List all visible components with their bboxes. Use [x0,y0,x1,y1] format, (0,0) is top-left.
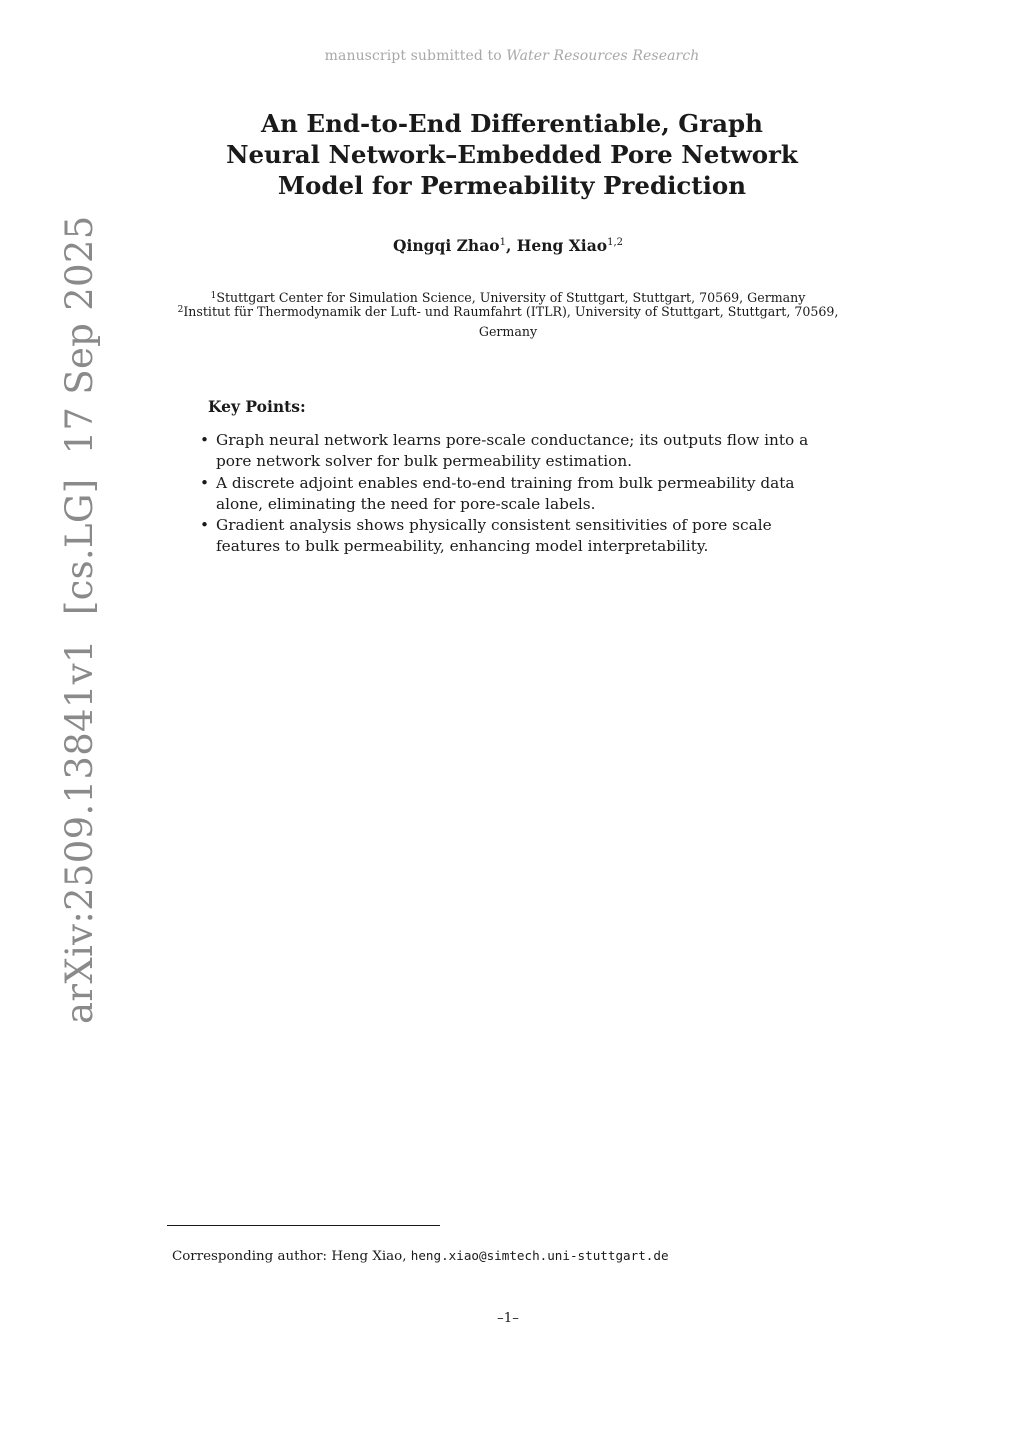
header-prefix: manuscript submitted to [324,48,507,64]
author-separator: , [505,236,517,255]
key-point-text: Gradient analysis shows physically consistent sensitivities of pore scale features to bulk permeability, enhancing model interpretability. [216,516,772,556]
paper-title: An End-to-End Differentiable, Graph Neural Network–Embedded Pore Network Model for Permeability Prediction [226,109,798,200]
corresponding-author-footnote [172,1248,669,1264]
affiliation-2 [150,303,866,319]
arxiv-identifier-stamp[interactable] [58,215,101,1024]
author-affil-mark: 1,2 [607,237,623,248]
key-point-item [200,473,840,516]
key-points-heading: Key Points: [208,397,306,416]
running-header [0,48,1024,64]
bullet-icon: • [200,473,210,492]
affiliation-mark: 2 [177,305,184,315]
author-email-link[interactable]: heng.xiao@simtech.uni-stuttgart.de [410,1248,669,1263]
affiliation-text: Institut für Thermodynamik der Luft- und Raumfahrt (ITLR), University of Stuttgart, Stuttgart, 70569, [183,304,839,319]
affiliation-mark: 1 [210,291,217,301]
author-name: Qingqi Zhao [393,236,500,255]
footnote-label: Corresponding author: Heng Xiao, [172,1249,411,1264]
bullet-icon: • [200,516,210,535]
key-point-item [200,515,840,558]
journal-name: Water Resources Research [506,48,700,64]
key-point-text: Graph neural network learns pore-scale conductance; its outputs flow into a pore network solver for bulk permeability estimation. [216,431,809,471]
key-point-item [200,430,840,473]
affiliation-2-continuation: Germany [478,324,538,339]
author-affil-mark: 1 [499,237,506,248]
affiliation-text: Stuttgart Center for Simulation Science, University of Stuttgart, Stuttgart, 70569, Germany [216,290,806,305]
key-points-list [200,430,840,558]
key-point-text: A discrete adjoint enables end-to-end training from bulk permeability data alone, eliminating the need for pore-scale labels. [216,473,795,513]
author-name: Heng Xiao [516,236,608,255]
page-number: –1– [497,1311,519,1326]
footnote-rule [167,1225,440,1226]
author-line [0,236,1016,255]
bullet-icon: • [200,431,210,449]
arxiv-stamp-text: arXiv:2509.13841v1 [cs.LG] 17 Sep 2025 [58,215,101,1024]
